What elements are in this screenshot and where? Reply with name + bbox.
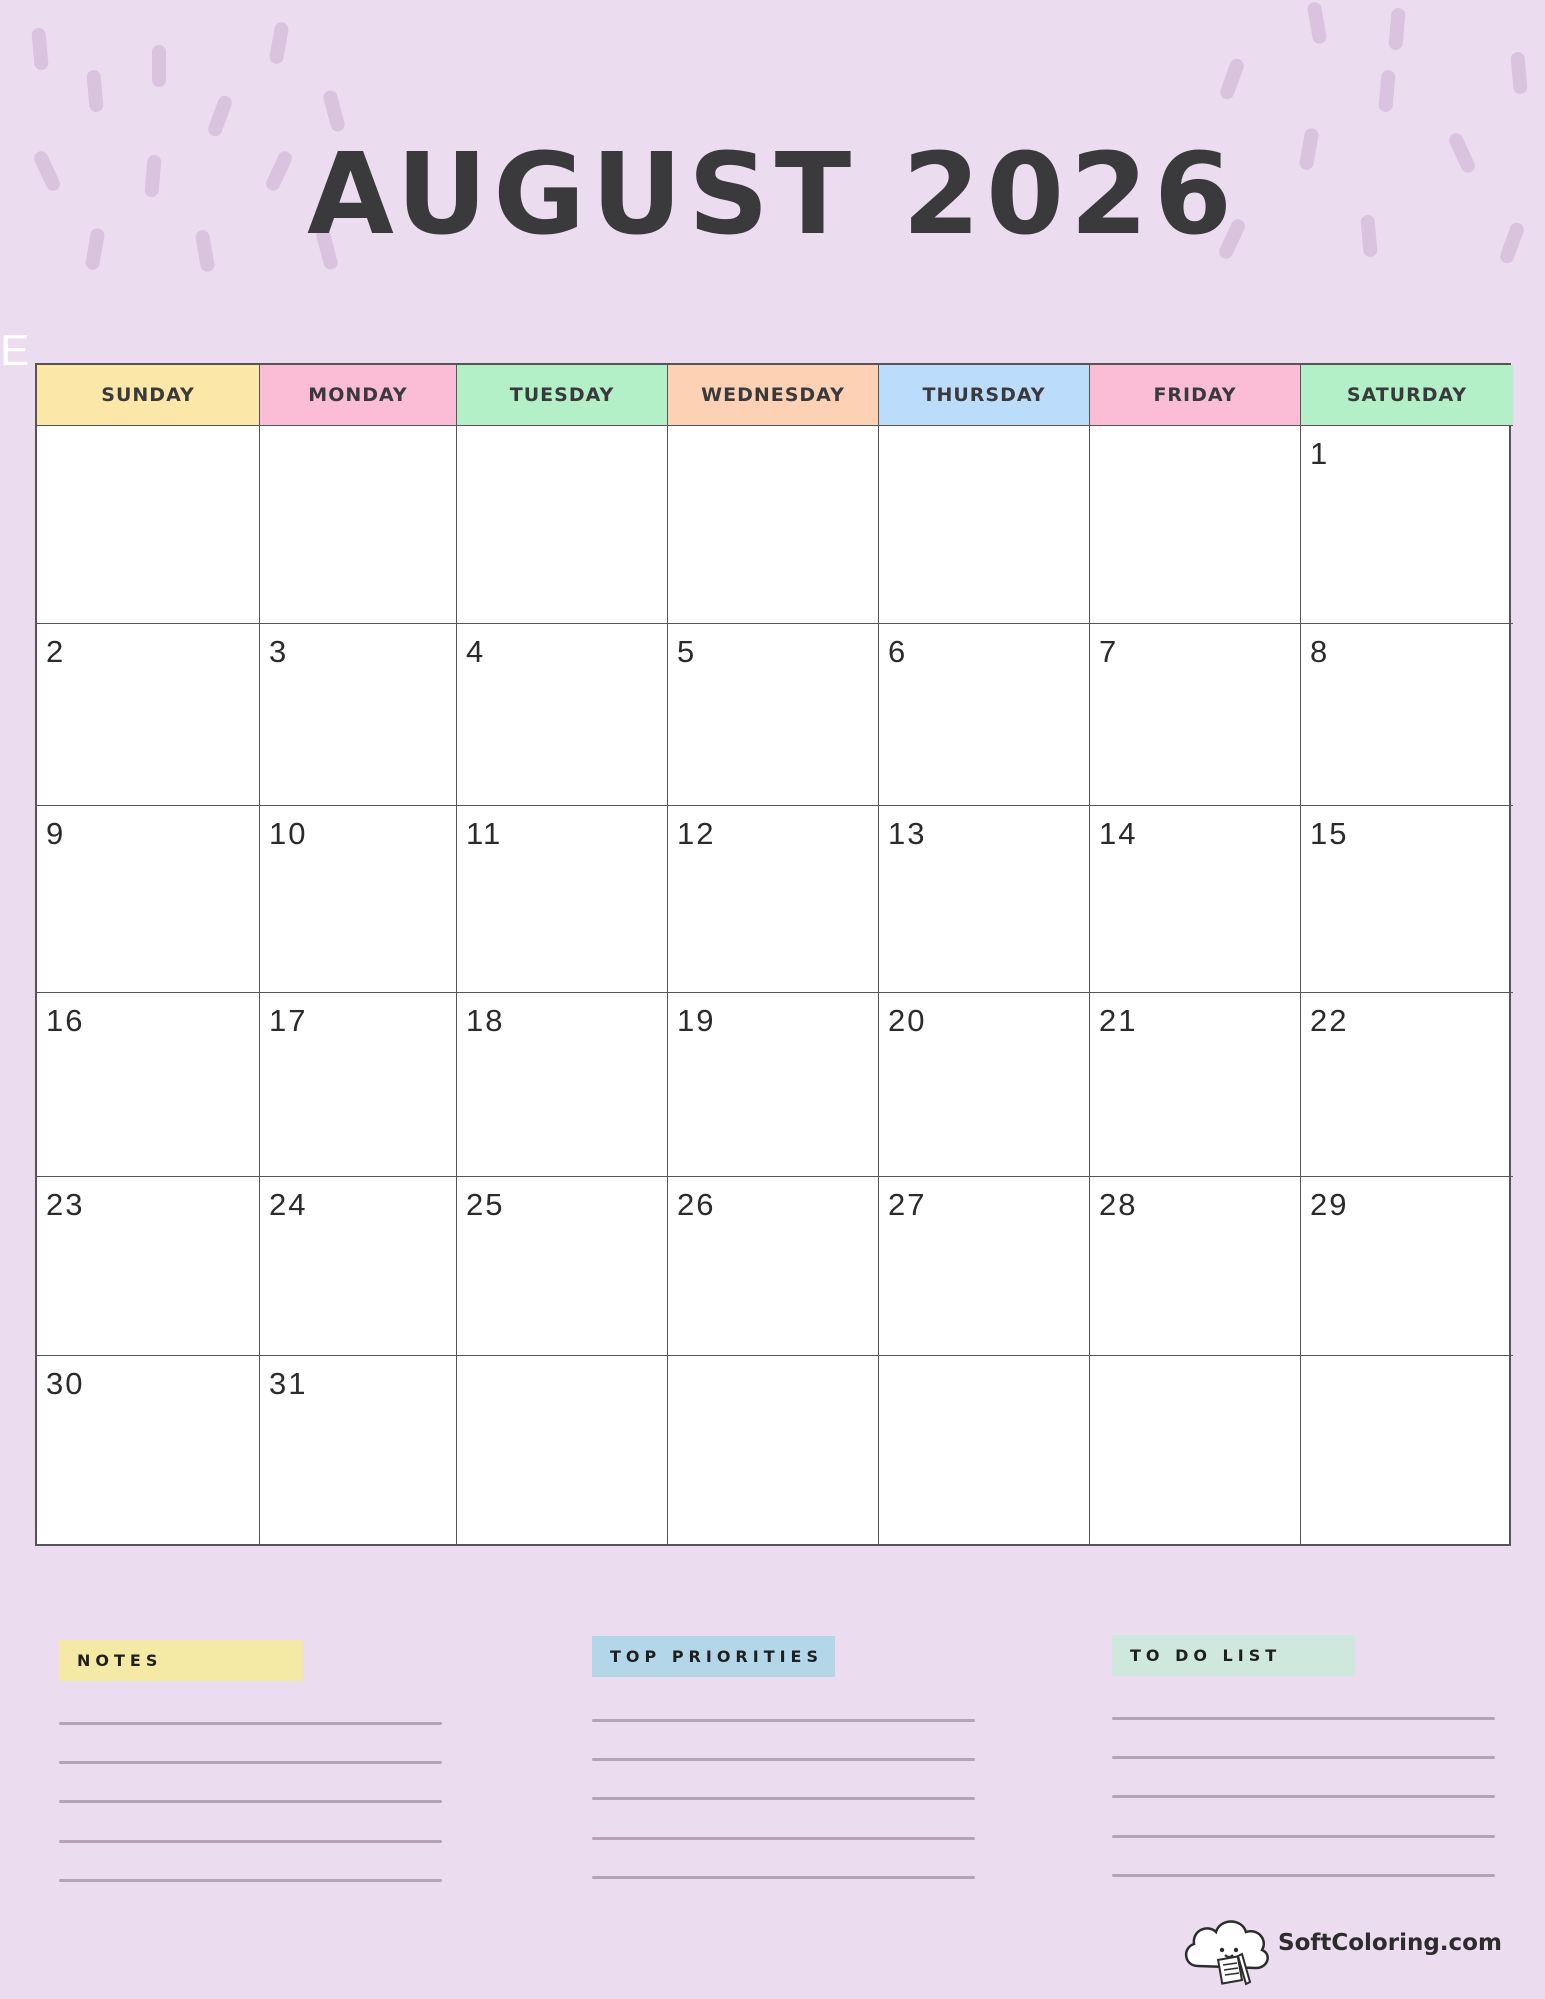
calendar-day-cell[interactable] — [1301, 1356, 1513, 1544]
decor-dash — [322, 89, 346, 133]
day-number: 13 — [888, 816, 927, 851]
day-number: 7 — [1099, 634, 1119, 669]
day-number: 27 — [888, 1187, 927, 1222]
calendar-day-cell[interactable] — [879, 426, 1090, 624]
todo-line[interactable] — [1112, 1795, 1495, 1798]
day-number: 17 — [269, 1003, 308, 1038]
decor-dash — [268, 21, 289, 65]
calendar-grid — [35, 363, 1511, 1546]
calendar-day-cell[interactable] — [260, 1356, 457, 1544]
decor-dash — [31, 27, 49, 70]
brand-logo[interactable] — [1180, 1910, 1502, 1980]
day-number: 31 — [269, 1366, 308, 1401]
calendar-day-cell[interactable] — [260, 426, 457, 624]
calendar-day-cell[interactable] — [457, 1356, 668, 1544]
edge-glyph: E — [0, 326, 30, 375]
notes-line[interactable] — [59, 1879, 442, 1882]
decor-dash — [152, 45, 166, 87]
brand-name: SoftColoring.com — [1278, 1930, 1502, 1956]
calendar-day-cell[interactable] — [879, 624, 1090, 806]
calendar-day-cell[interactable] — [879, 1356, 1090, 1544]
day-number: 12 — [677, 816, 716, 851]
day-number: 24 — [269, 1187, 308, 1222]
calendar-day-cell[interactable] — [1090, 993, 1301, 1177]
day-number: 3 — [269, 634, 289, 669]
cloud-pencil-icon — [1180, 1908, 1276, 1986]
notes-line[interactable] — [59, 1761, 442, 1764]
calendar-day-cell[interactable] — [668, 806, 879, 993]
calendar-day-cell[interactable] — [1090, 426, 1301, 624]
calendar-day-cell[interactable] — [37, 993, 260, 1177]
calendar-day-cell[interactable] — [457, 1177, 668, 1356]
day-number: 10 — [269, 816, 308, 851]
calendar-day-cell[interactable] — [457, 806, 668, 993]
calendar-day-cell[interactable] — [37, 426, 260, 624]
page-title: AUGUST 2026 — [307, 130, 1238, 260]
notes-line[interactable] — [59, 1722, 442, 1725]
day-number: 5 — [677, 634, 697, 669]
day-number: 2 — [46, 634, 66, 669]
day-number: 21 — [1099, 1003, 1138, 1038]
calendar-day-cell[interactable] — [37, 1356, 260, 1544]
decor-dash — [86, 69, 104, 112]
todo-line[interactable] — [1112, 1835, 1495, 1838]
calendar-day-cell[interactable] — [457, 993, 668, 1177]
day-number: 19 — [677, 1003, 716, 1038]
day-number: 8 — [1310, 634, 1330, 669]
calendar-day-cell[interactable] — [260, 806, 457, 993]
calendar-day-cell[interactable] — [668, 1356, 879, 1544]
weekday-header-thursday: THURSDAY — [879, 365, 1090, 426]
day-number: 22 — [1310, 1003, 1349, 1038]
todo-label: TO DO LIST — [1112, 1635, 1355, 1676]
calendar-day-cell[interactable] — [37, 624, 260, 806]
calendar-day-cell[interactable] — [1090, 1356, 1301, 1544]
priorities-line[interactable] — [592, 1758, 975, 1761]
day-number: 20 — [888, 1003, 927, 1038]
day-number: 26 — [677, 1187, 716, 1222]
day-number: 25 — [466, 1187, 505, 1222]
priorities-line[interactable] — [592, 1719, 975, 1722]
day-number: 30 — [46, 1366, 85, 1401]
day-number: 1 — [1310, 436, 1330, 471]
day-number: 6 — [888, 634, 908, 669]
day-number: 23 — [46, 1187, 85, 1222]
weekday-header-monday: MONDAY — [260, 365, 457, 426]
calendar-day-cell[interactable] — [879, 806, 1090, 993]
weekday-header-sunday: SUNDAY — [37, 365, 260, 426]
priorities-line[interactable] — [592, 1876, 975, 1879]
decor-dash — [1510, 51, 1528, 94]
todo-line[interactable] — [1112, 1717, 1495, 1720]
decor-dash — [1378, 69, 1396, 112]
todo-line[interactable] — [1112, 1874, 1495, 1877]
todo-line[interactable] — [1112, 1756, 1495, 1759]
priorities-line[interactable] — [592, 1797, 975, 1800]
weekday-header-saturday: SATURDAY — [1301, 365, 1513, 426]
calendar-day-cell[interactable] — [37, 1177, 260, 1356]
day-number: 14 — [1099, 816, 1138, 851]
priorities-label: TOP PRIORITIES — [592, 1636, 835, 1677]
decor-dash — [1306, 1, 1327, 45]
calendar-day-cell[interactable] — [668, 426, 879, 624]
decor-dash — [1388, 7, 1406, 50]
calendar-day-cell[interactable] — [668, 993, 879, 1177]
calendar-day-cell[interactable] — [668, 1177, 879, 1356]
day-number: 29 — [1310, 1187, 1349, 1222]
calendar-day-cell[interactable] — [1301, 993, 1513, 1177]
calendar-day-cell[interactable] — [879, 1177, 1090, 1356]
calendar-day-cell[interactable] — [457, 426, 668, 624]
calendar-day-cell[interactable] — [1090, 806, 1301, 993]
calendar-day-cell[interactable] — [1301, 624, 1513, 806]
calendar-day-cell[interactable] — [879, 993, 1090, 1177]
weekday-header-friday: FRIDAY — [1090, 365, 1301, 426]
weekday-header-tuesday: TUESDAY — [457, 365, 668, 426]
priorities-line[interactable] — [592, 1837, 975, 1840]
calendar-day-cell[interactable] — [37, 806, 260, 993]
day-number: 4 — [466, 634, 486, 669]
calendar-day-cell[interactable] — [457, 624, 668, 806]
calendar-day-cell[interactable] — [260, 993, 457, 1177]
calendar-day-cell[interactable] — [260, 1177, 457, 1356]
calendar-day-cell[interactable] — [260, 624, 457, 806]
calendar-day-cell[interactable] — [1301, 806, 1513, 993]
weekday-header-wednesday: WEDNESDAY — [668, 365, 879, 426]
day-number: 28 — [1099, 1187, 1138, 1222]
calendar-day-cell[interactable] — [668, 624, 879, 806]
notes-line[interactable] — [59, 1840, 442, 1843]
calendar-day-cell[interactable] — [1090, 624, 1301, 806]
notes-line[interactable] — [59, 1800, 442, 1803]
day-number: 16 — [46, 1003, 85, 1038]
decor-dash — [1218, 57, 1246, 101]
day-number: 9 — [46, 816, 66, 851]
calendar-day-cell[interactable] — [1090, 1177, 1301, 1356]
day-number: 15 — [1310, 816, 1349, 851]
notes-label: NOTES — [59, 1640, 303, 1681]
day-number: 11 — [466, 816, 503, 851]
calendar-day-cell[interactable] — [1301, 426, 1513, 624]
calendar-day-cell[interactable] — [1301, 1177, 1513, 1356]
day-number: 18 — [466, 1003, 505, 1038]
